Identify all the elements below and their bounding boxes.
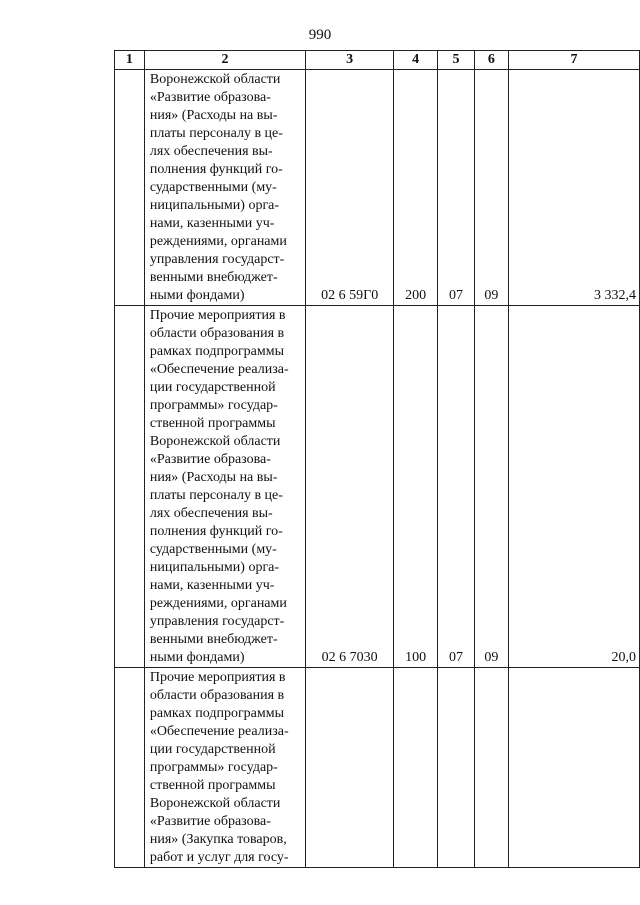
description-line: Воронежской области (149, 72, 281, 87)
column-header: 1 (115, 51, 145, 70)
description-cell (144, 668, 305, 868)
description-line: ственной программы (149, 416, 276, 431)
description-line: ственной программы (149, 778, 276, 793)
row-number-cell (115, 70, 145, 306)
description-line: программы» государ- (149, 398, 278, 413)
description-line: Воронежской области (149, 434, 281, 449)
description-line: платы персоналу в це- (149, 488, 283, 503)
description-line: венными внебюджет- (149, 270, 278, 285)
description-line: лях обеспечения вы- (149, 506, 273, 521)
expense-type-cell: 200 (394, 70, 438, 306)
description-line: сударственными (му- (149, 180, 277, 195)
description-line: нами, казенными уч- (149, 578, 275, 593)
description-line: ции государственной (149, 742, 276, 757)
description-line: нами, казенными уч- (149, 216, 275, 231)
table-body (115, 70, 640, 868)
description-line: Воронежской области (149, 796, 281, 811)
column-header: 7 (508, 51, 639, 70)
description-line: Прочие мероприятия в (149, 308, 286, 323)
description-line: области образования в (149, 326, 285, 341)
description-line: ции государственной (149, 380, 276, 395)
description-line: ниципальными) орга- (149, 198, 280, 213)
description-line: лях обеспечения вы- (149, 144, 273, 159)
page-number: 990 (308, 27, 332, 43)
table-row (115, 668, 640, 868)
description-line: «Развитие образова- (149, 452, 271, 467)
subsection-cell: 09 (474, 306, 508, 668)
column-header: 5 (438, 51, 475, 70)
description-line: области образования в (149, 688, 285, 703)
section-cell (438, 668, 475, 868)
description-line: работ и услуг для госу- (149, 850, 289, 865)
amount-cell: 3 332,4 (508, 70, 639, 306)
column-header: 2 (144, 51, 305, 70)
description-line: «Развитие образова- (149, 90, 271, 105)
column-header: 6 (474, 51, 508, 70)
subsection-cell (474, 668, 508, 868)
table-row (115, 306, 640, 668)
description-line: рамках подпрограммы (149, 344, 285, 359)
description-line: «Развитие образова- (149, 814, 271, 829)
description-line: ными фондами) (149, 288, 245, 303)
description-line: сударственными (му- (149, 542, 277, 557)
description-line: венными внебюджет- (149, 632, 278, 647)
description-line: «Обеспечение реализа- (149, 724, 289, 739)
description-line: ния» (Расходы на вы- (149, 108, 278, 123)
description-line: программы» государ- (149, 760, 278, 775)
table-header-row (115, 51, 640, 70)
description-line: «Обеспечение реализа- (149, 362, 289, 377)
description-line: Прочие мероприятия в (149, 670, 286, 685)
code-cell: 02 6 59Г0 (306, 70, 394, 306)
description-cell (144, 70, 305, 306)
description-line: реждениями, органами (149, 596, 287, 611)
amount-cell: 20,0 (508, 306, 639, 668)
row-number-cell (115, 306, 145, 668)
section-cell: 07 (438, 306, 475, 668)
description-line: рамках подпрограммы (149, 706, 285, 721)
description-line: ными фондами) (149, 650, 245, 665)
budget-table (114, 50, 640, 868)
description-line: ния» (Расходы на вы- (149, 470, 278, 485)
description-line: полнения функций го- (149, 162, 283, 177)
column-header: 4 (394, 51, 438, 70)
description-cell (144, 306, 305, 668)
table-row (115, 70, 640, 306)
description-line: управления государст- (149, 252, 285, 267)
amount-cell (508, 668, 639, 868)
column-header: 3 (306, 51, 394, 70)
row-number-cell (115, 668, 145, 868)
description-line: реждениями, органами (149, 234, 287, 249)
description-line: платы персоналу в це- (149, 126, 283, 141)
expense-type-cell (394, 668, 438, 868)
description-line: управления государст- (149, 614, 285, 629)
expense-type-cell: 100 (394, 306, 438, 668)
description-line: ния» (Закупка товаров, (149, 832, 287, 847)
description-line: полнения функций го- (149, 524, 283, 539)
section-cell: 07 (438, 70, 475, 306)
subsection-cell: 09 (474, 70, 508, 306)
code-cell (306, 668, 394, 868)
description-line: ниципальными) орга- (149, 560, 280, 575)
code-cell: 02 6 7030 (306, 306, 394, 668)
